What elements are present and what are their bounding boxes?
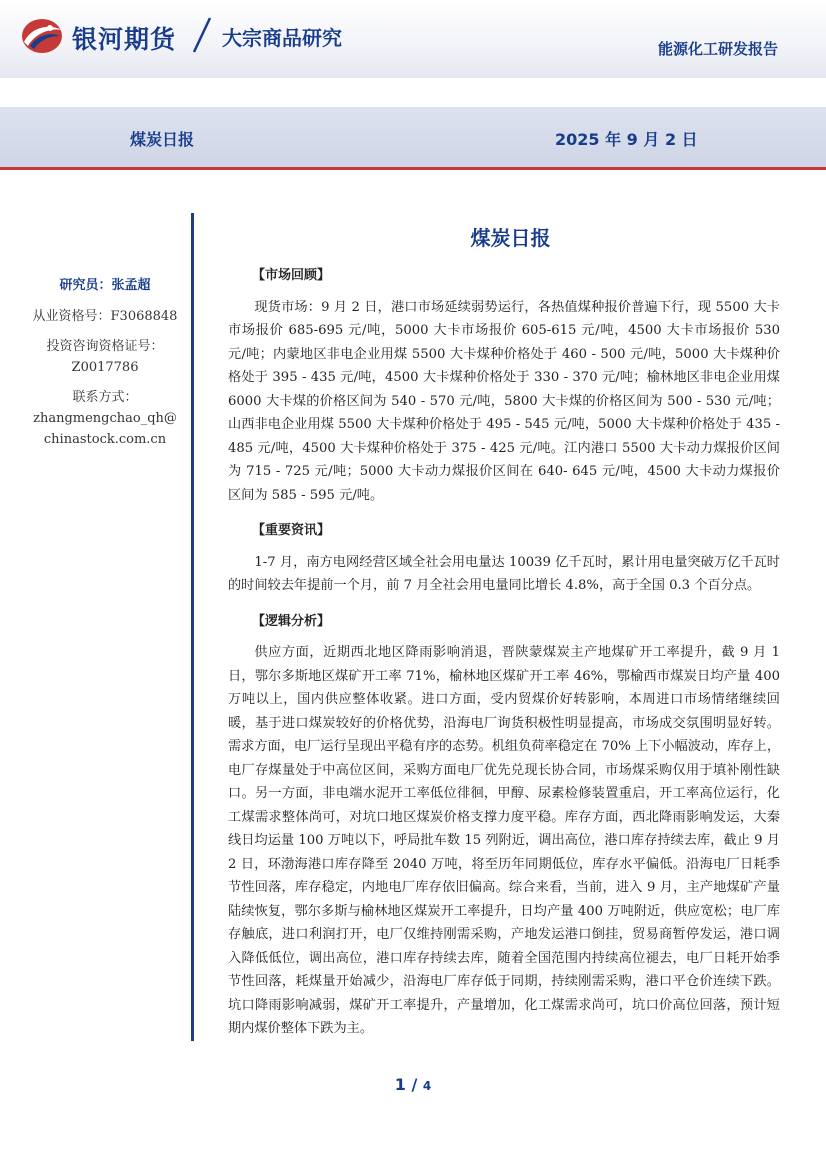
band-title: 煤炭日报: [130, 130, 195, 149]
report-date: 2025 年 9 月 2 日: [555, 130, 698, 149]
researcher-name: 研究员：张孟超: [59, 278, 151, 293]
section-heading-key-news: 【重要资讯】: [252, 523, 331, 538]
page-footer: [0, 1075, 826, 1094]
section-heading-market-review: 【市场回顾】: [252, 268, 331, 283]
brand-logo: [20, 14, 360, 58]
section-heading-logic-analysis: 【逻辑分析】: [252, 613, 331, 629]
document-body: [228, 264, 780, 1053]
contact-email-line2: chinastock.com.cn: [43, 432, 167, 447]
page-separator: /: [411, 1075, 418, 1094]
market-review-paragraph: 现货市场：9 月 2 日，港口市场延续弱势运行，各热值煤种报价普遍下行，现 5500 大卡市场报价 685-695 元/吨，5000 大卡市场报价 605-615 元/吨，4500 大卡市场报价 530 元/吨；内蒙地区非电企业用煤 5500 大卡煤种价格处于 460 - 500 元/吨，5000 大卡煤种价格处于 395 - 435 元/吨，4500 大卡煤种价格处于 330 - 370 元/吨；榆林地区非电企业用煤 6000 大卡煤的价格区间为 540 - 570 元/吨，5800 大卡煤的价格区间为 500 - 530 元/吨；山西非电企业用煤 5500 大卡煤种价格处于 495 - 545 元/吨，5000 大卡煤种价格处于 435 - 485 元/吨，4500 大卡煤种价格处于 375 - 425 元/吨。江内港口 5500 大卡动力煤报价区间为 715 - 725 元/吨；5000 大卡动力煤报价区间在 640- 645 元/吨，4500 大卡动力煤报价区间为 585 - 595 元/吨。: [228, 299, 780, 503]
page-total: 4: [422, 1079, 432, 1093]
slash-divider-icon: [190, 14, 214, 56]
key-news-paragraph: 1-7 月，南方电网经营区域全社会用电量达 10039 亿千瓦时，累计用电量突破万亿千瓦时的时间较去年提前一个月，前 7 月全社会用电量同比增长 4.8%，高于全国 0.3 个百分点。: [228, 554, 780, 593]
logic-analysis-paragraph: 供应方面，近期西北地区降雨影响消退，晋陕蒙煤炭主产地煤矿开工率提升，截 9 月 1 日，鄂尔多斯地区煤矿开工率 71%，榆林地区煤矿开工率 46%，鄂榆西市煤炭日均产量 400 万吨以上，国内供应整体收紧。进口方面，受内贸煤价好转影响，本周进口市场情绪继续回暖，基于进口煤炭较好的价格优势，沿海电厂询货积极性明显提高，市场成交氛围明显好转。需求方面，电厂运行呈现出平稳有序的态势。机组负荷率稳定在 70% 上下小幅波动，库存上，电厂存煤量处于中高位区间，采购方面电厂优先兑现长协合同，市场煤采购仅用于填补刚性缺口。另一方面，非电端水泥开工率低位徘徊，甲醇、尿素检修装置重启，开工率高位运行，化工煤需求整体尚可，对坑口地区煤炭价格支撑力度平稳。库存方面，西北降雨影响发运，大秦线日均运量 100 万吨以下，呼局批车数 15 列附近，调出高位，港口库存持续去库，截止 9 月 2 日，环渤海港口库存降至 2040 万吨，将至历年同期低位，库存水平偏低。沿海电厂日耗季节性回落，库存稳定，内地电厂库存依旧偏高。综合来看，当前，进入 9 月，主产地煤矿产量陆续恢复，鄂尔多斯与榆林地区煤炭开工率提升，日均产量 400 万吨附近，供应宽松；电厂库存触底，进口利润打开，电厂仅维持刚需采购，产地发运港口倒挂，贸易商暂停发运，港口调入降低低位，调出高位，港口库存持续去库，随着全国范围内持续高位褪去，电厂日耗开始季节性回落，耗煤量开始减少，沿海电厂库存低于同期，持续刚需采购，港口平仓价连续下跌。坑口降雨影响减弱，煤矿开工率提升，产量增加，化工煤需求尚可，坑口价高位回落，预计短期内煤价整体下跌为主。: [228, 645, 781, 1036]
sub-brand-name: 大宗商品研究: [222, 26, 342, 50]
sidebar-divider: [191, 213, 194, 1041]
author-sidebar: [30, 275, 180, 450]
advisory-label: 投资咨询资格证号：: [46, 339, 164, 354]
galaxy-futures-logo-icon: [20, 16, 64, 56]
title-band: [0, 107, 826, 170]
advisory-number: Z0017786: [71, 360, 139, 375]
contact-label: 联系方式：: [72, 390, 138, 405]
page-header: [0, 0, 826, 78]
license-number: 从业资格号：F3068848: [32, 309, 178, 324]
report-type-label: 能源化工研发报告: [657, 40, 778, 58]
page-number: 1: [394, 1075, 406, 1094]
document-title: 煤炭日报: [470, 226, 551, 250]
contact-email-line1: zhangmengchao_qh@: [33, 411, 177, 426]
brand-name: 银河期货: [72, 25, 177, 54]
